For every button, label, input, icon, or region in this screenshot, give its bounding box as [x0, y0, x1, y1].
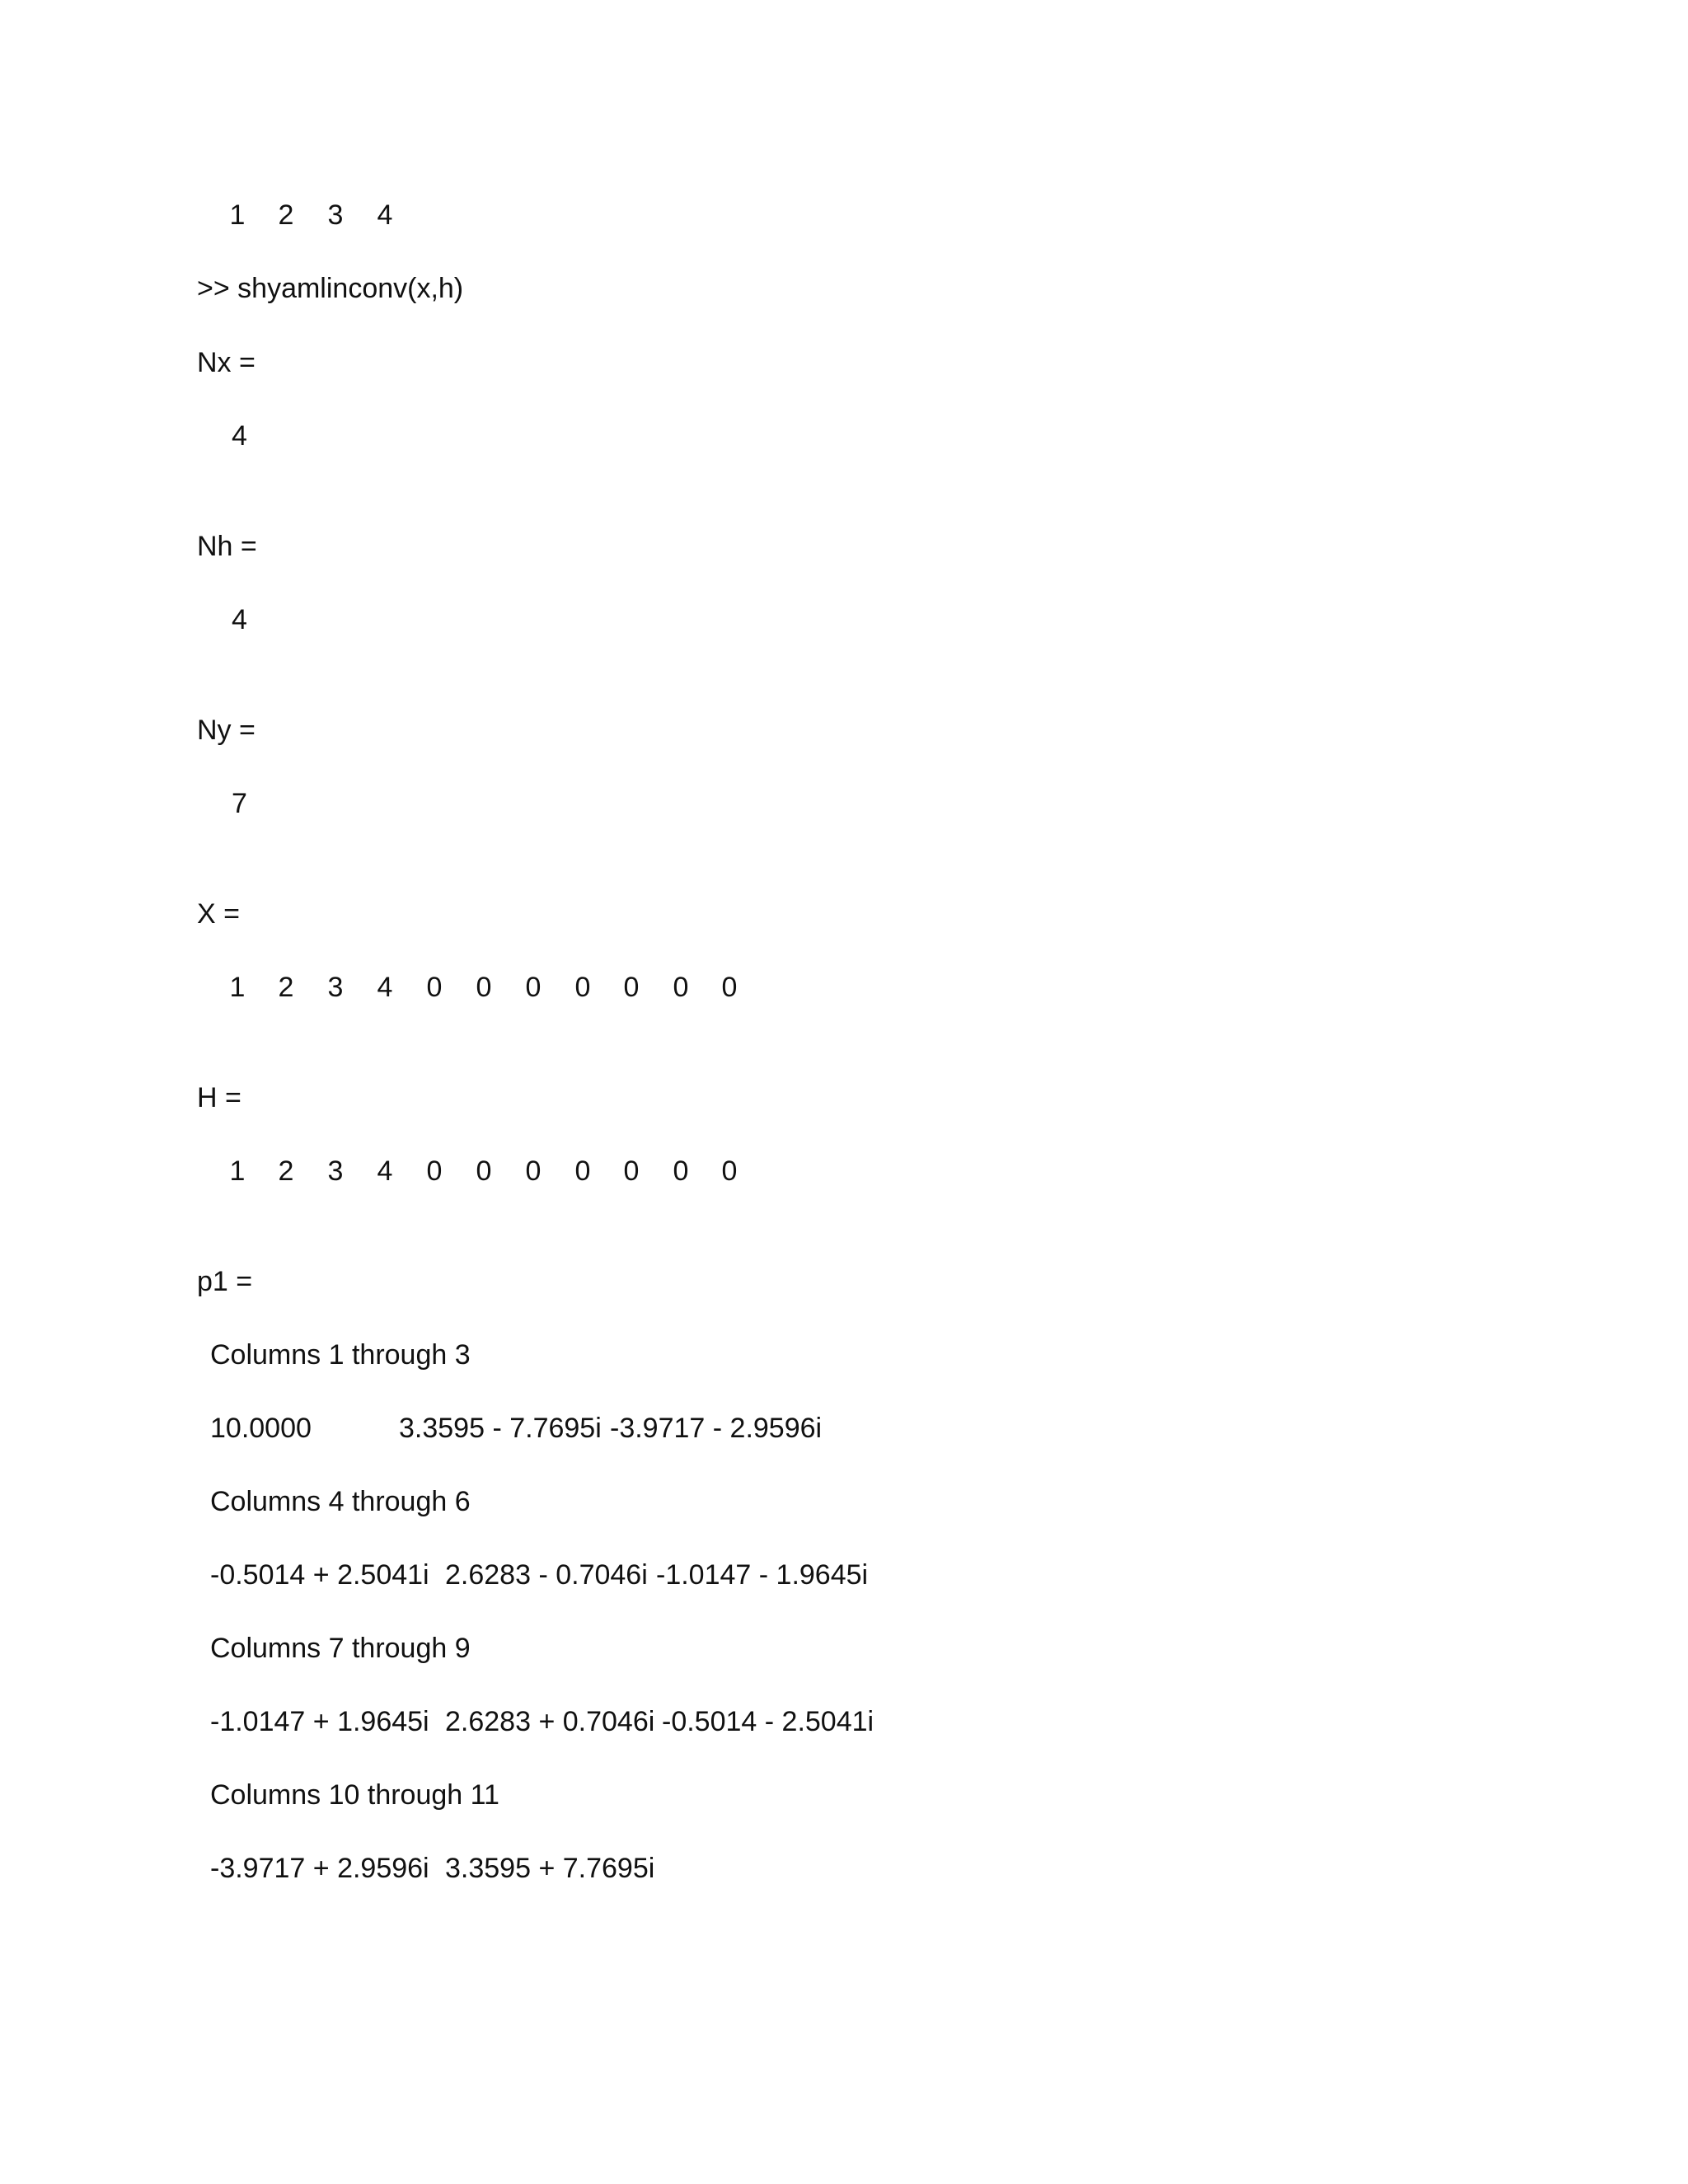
p1-cell: -3.9717 - 2.9596i	[610, 1413, 823, 1444]
p1-cell: 10.0000	[210, 1413, 312, 1444]
x-value: 0	[426, 972, 443, 1003]
h-value: 0	[721, 1155, 738, 1187]
x-value: 0	[721, 972, 738, 1003]
x-value: 0	[623, 972, 640, 1003]
x-value: 3	[327, 972, 344, 1003]
x-label: X =	[197, 898, 240, 930]
columns-heading: Columns 10 through 11	[210, 1779, 499, 1811]
columns-heading: Columns 4 through 6	[210, 1486, 471, 1517]
header-row	[0, 199, 1688, 232]
columns-heading: Columns 1 through 3	[210, 1339, 471, 1371]
p1-cell: 2.6283 - 0.7046i	[445, 1559, 648, 1591]
h-label: H =	[197, 1082, 241, 1113]
header-row-value: 1	[229, 199, 246, 231]
nx-value: 4	[232, 420, 247, 452]
ny-label: Ny =	[197, 715, 256, 746]
x-value: 0	[476, 972, 492, 1003]
h-value: 0	[426, 1155, 443, 1187]
p1-cell: 2.6283 + 0.7046i	[445, 1706, 655, 1737]
h-values-row	[0, 1155, 1688, 1188]
x-value: 0	[525, 972, 542, 1003]
header-row-value: 3	[327, 199, 344, 231]
p1-cell: 3.3595 + 7.7695i	[445, 1853, 655, 1884]
nh-label: Nh =	[197, 531, 257, 562]
x-value: 0	[673, 972, 689, 1003]
columns-heading: Columns 7 through 9	[210, 1633, 471, 1664]
x-value: 1	[229, 972, 246, 1003]
p1-cell: -0.5014 + 2.5041i	[210, 1559, 429, 1591]
command-line: >> shyamlinconv(x,h)	[197, 273, 464, 304]
h-value: 0	[574, 1155, 591, 1187]
p1-cell: -3.9717 + 2.9596i	[210, 1853, 429, 1884]
h-value: 0	[623, 1155, 640, 1187]
nh-value: 4	[232, 604, 247, 635]
header-row-value: 2	[278, 199, 294, 231]
x-value: 0	[574, 972, 591, 1003]
h-value: 2	[278, 1155, 294, 1187]
p1-label: p1 =	[197, 1266, 253, 1297]
p1-cell: -1.0147 + 1.9645i	[210, 1706, 429, 1737]
p1-cell: -1.0147 - 1.9645i	[656, 1559, 869, 1591]
p1-cell: -0.5014 - 2.5041i	[662, 1706, 874, 1737]
p1-cell: 3.3595 - 7.7695i	[399, 1413, 602, 1444]
ny-value: 7	[232, 788, 247, 819]
nx-label: Nx =	[197, 347, 256, 378]
h-value: 4	[377, 1155, 393, 1187]
h-value: 1	[229, 1155, 246, 1187]
x-value: 4	[377, 972, 393, 1003]
h-value: 0	[476, 1155, 492, 1187]
x-value: 2	[278, 972, 294, 1003]
header-row-value: 4	[377, 199, 393, 231]
h-value: 0	[525, 1155, 542, 1187]
h-value: 3	[327, 1155, 344, 1187]
h-value: 0	[673, 1155, 689, 1187]
x-values-row	[0, 971, 1688, 1004]
